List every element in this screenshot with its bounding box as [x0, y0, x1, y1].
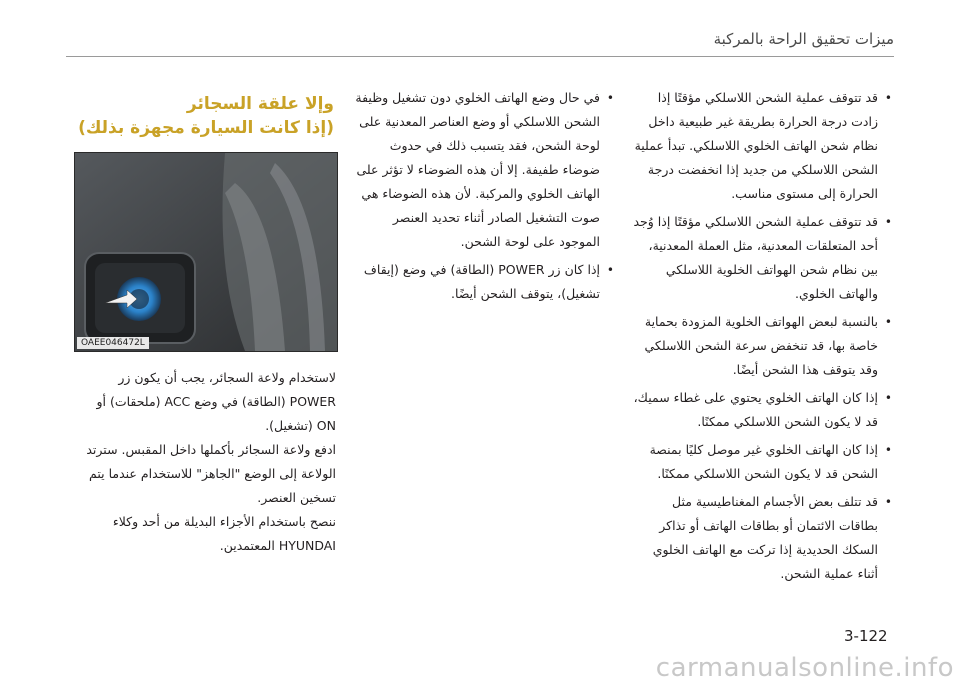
- header-divider: [66, 56, 894, 57]
- middle-column: [352, 86, 616, 310]
- header-title: ميزات تحقيق الراحة بالمركبة: [713, 30, 894, 48]
- list-item: • إذا كان زر POWER (الطاقة) في وضع (إيقاف تشغيل)، يتوقف الشحن أيضًا.: [352, 258, 616, 306]
- section-subtitle: (إذا كانت السيارة مجهزة بذلك): [78, 118, 334, 138]
- list-item: • إذا كان الهاتف الخلوي يحتوي على غطاء سميك، قد لا يكون الشحن اللاسلكي ممكنًا.: [632, 386, 894, 434]
- left-body-text: [74, 366, 336, 558]
- page-number: 3-122: [844, 627, 888, 645]
- right-bullet-list: [632, 86, 894, 586]
- middle-bullet-list: [352, 86, 616, 306]
- paragraph: لاستخدام ولاعة السجائر، يجب أن يكون زر POWER (الطاقة) في وضع ACC (ملحقات) أو ON (تشغيل).: [96, 370, 336, 433]
- paragraph: ننصح باستخدام الأجزاء البديلة من أحد وكلاء HYUNDAI المعتمدين.: [112, 514, 336, 553]
- right-column: [632, 86, 894, 590]
- paragraph: ادفع ولاعة السجائر بأكملها داخل المقبس. سترتد الولاعة إلى الوضع "الجاهز" للاستخدام عندما يتم تسخين العنصر.: [86, 442, 336, 505]
- watermark: carmanualsonline.info: [655, 653, 954, 683]
- section-title: وإلا علقة السجائر: [186, 94, 334, 114]
- left-column-heading: [74, 92, 334, 140]
- list-item: • قد تتوقف عملية الشحن اللاسلكي مؤقتًا إذا زادت درجة الحرارة بطريقة غير طبيعية داخل نظام شحن الهاتف الخلوي اللاسلكي. تبدأ عملية الشحن اللاسلكي من جديد إذا انخفضت درجة الحرارة إلى مستوى مناسب.: [632, 86, 894, 206]
- console-illustration: [75, 153, 337, 351]
- list-item: • إذا كان الهاتف الخلوي غير موصل كليًا بمنصة الشحن قد لا يكون الشحن اللاسلكي ممكنًا.: [632, 438, 894, 486]
- list-item: • بالنسبة لبعض الهواتف الخلوية المزودة بحماية خاصة بها، قد تنخفض سرعة الشحن اللاسلكي وقد يتوقف هذا الشحن أيضًا.: [632, 310, 894, 382]
- list-item: • في حال وضع الهاتف الخلوي دون تشغيل وظيفة الشحن اللاسلكي أو وضع العناصر المعدنية على لوحة الشحن، فقد يتسبب ذلك في حدوث ضوضاء طفيفة. إلا أن هذه الضوضاء لا تؤثر على الهاتف الخلوي والمركبة. لأن هذه الضوضاء هي صوت التشغيل الصادر أثناء تحديد العنصر الموجود على لوحة الشحن.: [352, 86, 616, 254]
- list-item: • قد تتلف بعض الأجسام المغناطيسية مثل بطاقات الائتمان أو بطاقات الهاتف أو تذاكر السكك الحديدية إذا تركت مع الهاتف الخلوي أثناء عملية الشحن.: [632, 490, 894, 586]
- list-item: • قد تتوقف عملية الشحن اللاسلكي مؤقتًا إذا وُجد أحد المتعلقات المعدنية، مثل العملة المعدنية، بين نظام شحن الهواتف الخلوية اللاسلكي والهاتف الخلوي.: [632, 210, 894, 306]
- cigarette-lighter-figure: [74, 152, 338, 352]
- figure-caption: OAEE046472L: [77, 337, 149, 349]
